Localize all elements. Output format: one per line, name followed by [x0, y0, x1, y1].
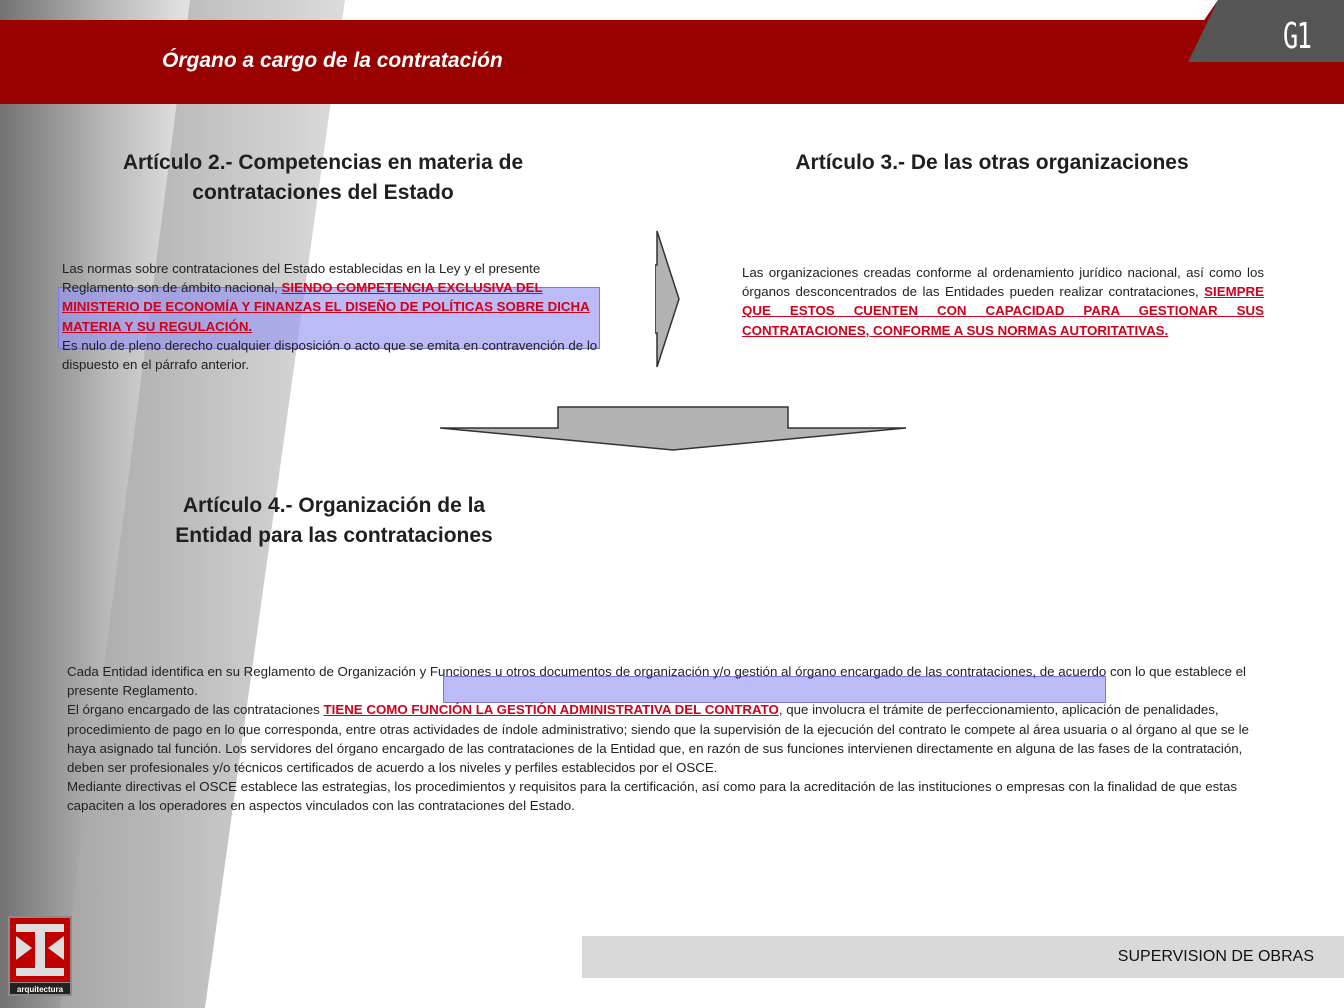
art2-end: Es nulo de pleno derecho cualquier disposición o acto que se emita en contravención de lo dispuesto en el párrafo anterior. — [62, 337, 598, 373]
footer-bar — [582, 936, 1344, 978]
arquitectura-logo — [8, 916, 72, 996]
brand-badge: G1 — [1283, 16, 1311, 57]
article-2-text — [62, 259, 602, 374]
art4-p2-highlight: TIENE COMO FUNCIÓN LA GESTIÓN ADMINISTRATIVA DEL CONTRATO — [323, 702, 779, 718]
art4-p3: Mediante directivas el OSCE establece las estrategias, los procedimientos y requisitos para la certificación, así como para la acreditación de las instituciones o empresas con la finalidad de que estas capaciten a los operadores en aspectos vinculados con las contrataciones del Estado. — [67, 779, 1237, 814]
logo-text: arquitectura — [16, 985, 64, 994]
article-2-heading: Artículo 2.- Competencias en materia de contrataciones del Estado — [122, 151, 524, 204]
art4-p1: Cada Entidad identifica en su Reglamento de Organización y Funciones u otros documentos de organización y/o gestión al órgano encargado de las contrataciones, de acuerdo con lo que establece el presente Reglamento. — [67, 664, 1247, 699]
footer-label: SUPERVISION DE OBRAS — [1117, 948, 1314, 965]
art3-highlight: SIEMPRE QUE ESTOS CUENTEN CON CAPACIDAD PARA GESTIONAR SUS CONTRATACIONES, CONFORME A SUS NORMAS AUTORITATIVAS. — [742, 284, 1264, 338]
art2-highlight: SIENDO COMPETENCIA EXCLUSIVA DEL MINISTERIO DE ECONOMÍA Y FINANZAS EL DISEÑO DE POLÍTICAS SOBRE DICHA MATERIA Y SU REGULACIÓN. — [62, 280, 590, 334]
article-4-text — [67, 662, 1271, 816]
article-4-heading: Artículo 4.- Organización de la Entidad para las contrataciones — [175, 494, 493, 547]
art4-p2-intro: El órgano encargado de las contrataciones — [67, 702, 324, 718]
art2-intro: Las normas sobre contrataciones del Estado establecidas en la Ley y el presente Reglamento son de ámbito nacional, — [62, 261, 541, 296]
arrow-right-icon — [655, 229, 681, 369]
page-title: Órgano a cargo de la contratación — [162, 49, 503, 72]
art4-p2-end: , que involucra el trámite de perfeccionamiento, aplicación de penalidades, procedimiento de pago en lo que corresponda, entre otras actividades de índole administrativo; siendo que la supervisión de la ejecución del contrato le compete al área usuaria o al órgano al que se le haya asignado tal función. Los servidores del órgano encargado de las contrataciones de la Entidad que, en razón de sus funciones intervienen directamente en alguna de las fases de la contratación, deben ser profesionales y/o técnicos certificados de acuerdo a los niveles y perfiles establecidos por el OSCE. — [67, 702, 1249, 776]
article-3-text — [742, 263, 1264, 340]
art3-intro: Las organizaciones creadas conforme al ordenamiento jurídico nacional, así como los órganos desconcentrados de las Entidades pueden realizar contrataciones, — [742, 265, 1264, 300]
arrow-down-icon — [437, 406, 909, 452]
article-3-heading: Artículo 3.- De las otras organizaciones — [795, 151, 1189, 174]
